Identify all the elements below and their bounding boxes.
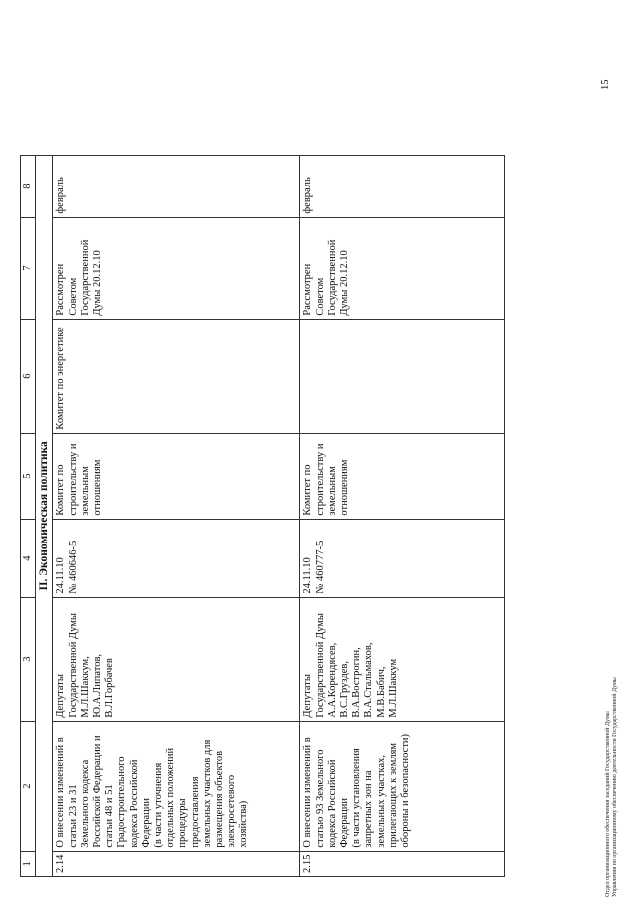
column-number: 4 <box>21 519 36 597</box>
text-line: Государственной <box>79 239 91 316</box>
text-line: кодекса Российской <box>326 759 338 848</box>
text-line: (в части установления <box>351 748 363 848</box>
text-line: статьи 48 и 51 <box>104 784 116 848</box>
page-number: 15 <box>600 79 611 90</box>
planned-month <box>53 155 300 217</box>
text-line: запретных зон на <box>363 770 375 848</box>
text-line: Рассмотрен <box>55 263 67 316</box>
bill-date-number <box>53 519 300 597</box>
text-line: Земельного кодекса <box>79 759 91 848</box>
text-line: А.А.Корендясев, <box>326 642 338 718</box>
co-committee <box>300 319 505 433</box>
bill-title <box>53 721 300 851</box>
text-line: В.А.Стальмахов, <box>363 642 375 718</box>
co-committee <box>53 319 300 433</box>
text-line: строительству и <box>67 443 79 516</box>
text-line: строительству и <box>314 443 326 516</box>
column-number: 5 <box>21 433 36 519</box>
planned-month <box>300 155 505 217</box>
section-title: II. Экономическая политика <box>36 155 53 876</box>
text-line: Советом <box>67 277 79 316</box>
text-line: статью 93 Земельного <box>314 749 326 848</box>
text-line: Государственной Думы <box>67 613 79 718</box>
text-line: Комитет по <box>302 464 314 516</box>
page-footer <box>605 677 619 897</box>
bill-authors <box>53 597 300 721</box>
column-number: 8 <box>21 155 36 217</box>
text-line: Думы 20.12.10 <box>92 250 104 316</box>
table-row <box>300 155 505 876</box>
column-number: 3 <box>21 597 36 721</box>
column-number-row <box>21 155 36 876</box>
text-line: отношениям <box>92 459 104 516</box>
text-line: М.Л.Шаккум <box>387 658 399 718</box>
row-number: 2.14 <box>53 851 300 876</box>
text-line: земельных участков для <box>201 739 213 848</box>
text-line: В.А.Вострогин, <box>351 647 363 718</box>
text-line: обороны и безопасности) <box>400 733 412 848</box>
text-line: Ю.А.Липатов, <box>92 653 104 718</box>
text-line: О внесении изменений в <box>302 737 314 848</box>
bill-status <box>53 217 300 319</box>
text-line: Российской Федерации и <box>92 735 104 848</box>
text-line: Депутаты <box>55 674 67 718</box>
text-line: М.Л.Шаккум, <box>79 656 91 718</box>
text-line: Думы 20.12.10 <box>339 250 351 316</box>
text-line: отношениям <box>339 459 351 516</box>
text-line: В.Л.Горбачев <box>104 658 116 718</box>
text-line: предоставления <box>189 776 201 848</box>
text-line: 24.11.10 <box>302 557 314 594</box>
text-line: прилегающих к землям <box>387 742 399 848</box>
text-line: Федерации <box>140 798 152 848</box>
text-line: февраль <box>302 177 314 214</box>
text-line: 24.11.10 <box>55 557 67 594</box>
text-line: февраль <box>55 177 67 214</box>
column-number: 2 <box>21 721 36 851</box>
text-line: М.В.Бабич, <box>375 666 387 718</box>
text-line: Советом <box>314 277 326 316</box>
bill-authors <box>300 597 505 721</box>
text-line: № 460646-5 <box>67 540 79 594</box>
text-line: земельным <box>326 466 338 516</box>
text-line: электросетевого <box>226 774 238 848</box>
text-line: Федерации <box>339 798 351 848</box>
text-line: размещения объектов <box>214 750 226 848</box>
bill-status <box>300 217 505 319</box>
text-line: хозяйства) <box>238 800 250 848</box>
text-line: земельным <box>79 466 91 516</box>
text-line: земельных участках, <box>375 755 387 848</box>
text-line: статьи 23 и 31 <box>67 784 79 848</box>
table-row <box>53 155 300 876</box>
text-line: Градостроительного <box>116 756 128 848</box>
text-line: Комитет по энергетике <box>55 327 67 430</box>
text-line: Государственной <box>326 239 338 316</box>
column-number: 1 <box>21 851 36 876</box>
text-line: кодекса Российской <box>128 759 140 848</box>
row-number: 2.15 <box>300 851 505 876</box>
text-line: (в части уточнения <box>153 762 165 848</box>
text-line: Депутаты <box>302 674 314 718</box>
text-line: отдельных положений <box>165 747 177 848</box>
column-number: 7 <box>21 217 36 319</box>
text-line: Государственной Думы <box>314 613 326 718</box>
section-row <box>36 155 53 876</box>
text-line: Комитет по <box>55 464 67 516</box>
responsible-committee <box>300 433 505 519</box>
text-line: Рассмотрен <box>302 263 314 316</box>
column-number: 6 <box>21 319 36 433</box>
text-line: Управления по организационному обеспечению деятельности Государственной Думы <box>612 677 618 897</box>
bill-date-number <box>300 519 505 597</box>
bill-title <box>300 721 505 851</box>
text-line: О внесении изменений в <box>55 737 67 848</box>
responsible-committee <box>53 433 300 519</box>
text-line: В.С.Груздев, <box>339 661 351 718</box>
legislation-table <box>20 155 505 877</box>
text-line: № 460777-5 <box>314 540 326 594</box>
text-line: Отдел организационного обеспечения заседаний Государственной Думы <box>605 711 611 897</box>
text-line: процедуры <box>177 798 189 848</box>
